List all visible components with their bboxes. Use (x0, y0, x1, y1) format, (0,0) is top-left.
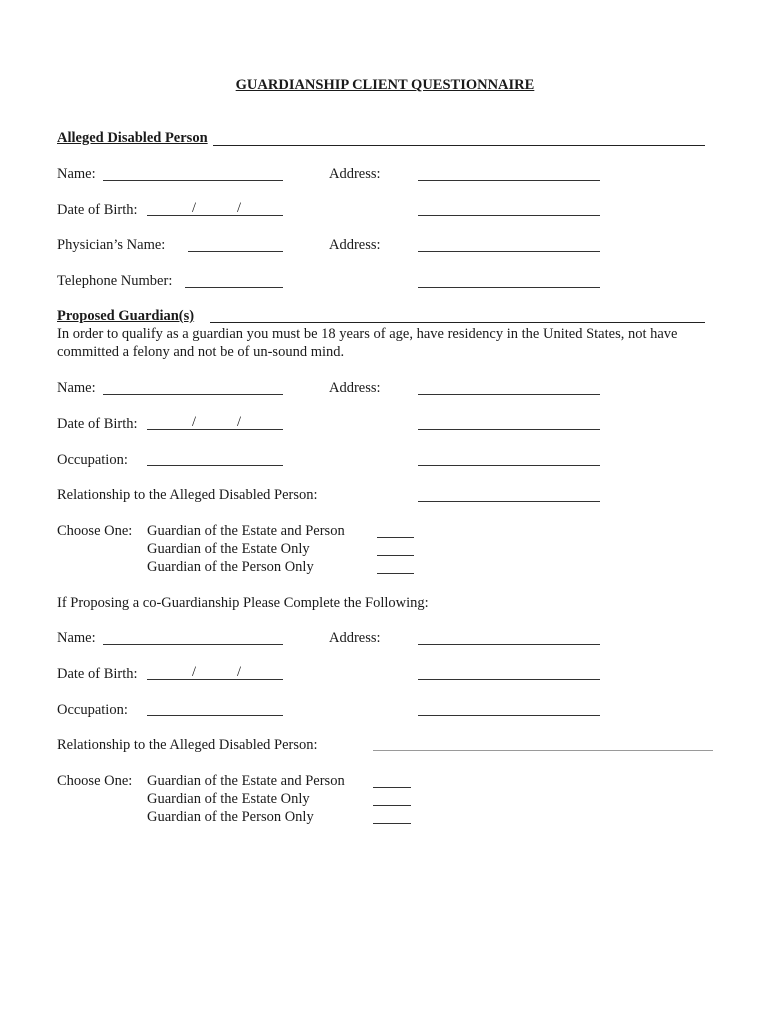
co-option-estate-and-person-blank[interactable] (373, 787, 411, 788)
guardian-name-label: Name: (57, 380, 96, 396)
option-estate-and-person: Guardian of the Estate and Person (147, 523, 345, 539)
guardian-relationship-label: Relationship to the Alleged Disabled Person: (57, 487, 318, 503)
guardian-choose-one-label: Choose One: (57, 523, 133, 539)
guardian-occupation-label: Occupation: (57, 452, 128, 468)
guardian-address-field-line-2[interactable] (418, 429, 600, 430)
address-field-line-1[interactable] (418, 180, 600, 181)
name-field[interactable] (103, 180, 283, 181)
telephone-label: Telephone Number: (57, 273, 173, 289)
coguardian-address-field-line-1[interactable] (418, 644, 600, 645)
physician-address-label: Address: (329, 237, 381, 253)
address-field-line-2[interactable] (418, 215, 600, 216)
coguardian-address-field-line-2[interactable] (418, 679, 600, 680)
co-option-person-only: Guardian of the Person Only (147, 809, 314, 825)
coguardian-name-field[interactable] (103, 644, 283, 645)
guardian-address-field-line-1[interactable] (418, 394, 600, 395)
co-option-estate-only-blank[interactable] (373, 805, 411, 806)
coguardian-choose-one-label: Choose One: (57, 773, 133, 789)
guardian-dob-field[interactable] (147, 429, 283, 430)
dob-separator: / (192, 664, 197, 680)
option-estate-only-blank[interactable] (377, 555, 414, 556)
co-option-estate-and-person: Guardian of the Estate and Person (147, 773, 345, 789)
co-option-estate-only: Guardian of the Estate Only (147, 791, 310, 807)
option-estate-only: Guardian of the Estate Only (147, 541, 310, 557)
section-rule-guardian (210, 322, 705, 323)
name-label: Name: (57, 166, 96, 182)
coguardianship-heading: If Proposing a co-Guardianship Please Complete the Following: (57, 595, 429, 611)
dob-separator: / (237, 200, 242, 216)
guardian-occupation-field[interactable] (147, 465, 283, 466)
physician-name-label: Physician’s Name: (57, 237, 166, 253)
coguardian-address-label: Address: (329, 630, 381, 646)
coguardian-relationship-label: Relationship to the Alleged Disabled Person: (57, 737, 318, 753)
guardian-name-field[interactable] (103, 394, 283, 395)
coguardian-address-field-line-3[interactable] (418, 715, 600, 716)
physician-name-field[interactable] (188, 251, 283, 252)
option-person-only-blank[interactable] (377, 573, 414, 574)
guardian-relationship-field[interactable] (418, 501, 600, 502)
option-person-only: Guardian of the Person Only (147, 559, 314, 575)
section-rule-alleged (213, 145, 705, 146)
section-heading-alleged: Alleged Disabled Person (57, 130, 208, 146)
dob-separator: / (237, 414, 242, 430)
coguardian-dob-field[interactable] (147, 679, 283, 680)
guardian-requirements-text: In order to qualify as a guardian you must be 18 years of age, have residency in the United States, not have committed a felony and not be of un-sound mind. (57, 326, 678, 360)
document-title: GUARDIANSHIP CLIENT QUESTIONNAIRE (235, 77, 535, 93)
option-estate-and-person-blank[interactable] (377, 537, 414, 538)
co-option-person-only-blank[interactable] (373, 823, 411, 824)
coguardian-occupation-field[interactable] (147, 715, 283, 716)
coguardian-relationship-field[interactable] (373, 750, 713, 751)
coguardian-dob-label: Date of Birth: (57, 666, 138, 682)
dob-separator: / (192, 414, 197, 430)
guardian-dob-label: Date of Birth: (57, 416, 138, 432)
address-label: Address: (329, 166, 381, 182)
coguardian-occupation-label: Occupation: (57, 702, 128, 718)
dob-label: Date of Birth: (57, 202, 138, 218)
dob-separator: / (192, 200, 197, 216)
telephone-field[interactable] (185, 287, 283, 288)
physician-address-field-line-1[interactable] (418, 251, 600, 252)
guardian-address-label: Address: (329, 380, 381, 396)
section-heading-guardian: Proposed Guardian(s) (57, 308, 195, 324)
coguardian-name-label: Name: (57, 630, 96, 646)
dob-separator: / (237, 664, 242, 680)
guardian-address-field-line-3[interactable] (418, 465, 600, 466)
physician-address-field-line-2[interactable] (418, 287, 600, 288)
dob-field[interactable] (147, 215, 283, 216)
